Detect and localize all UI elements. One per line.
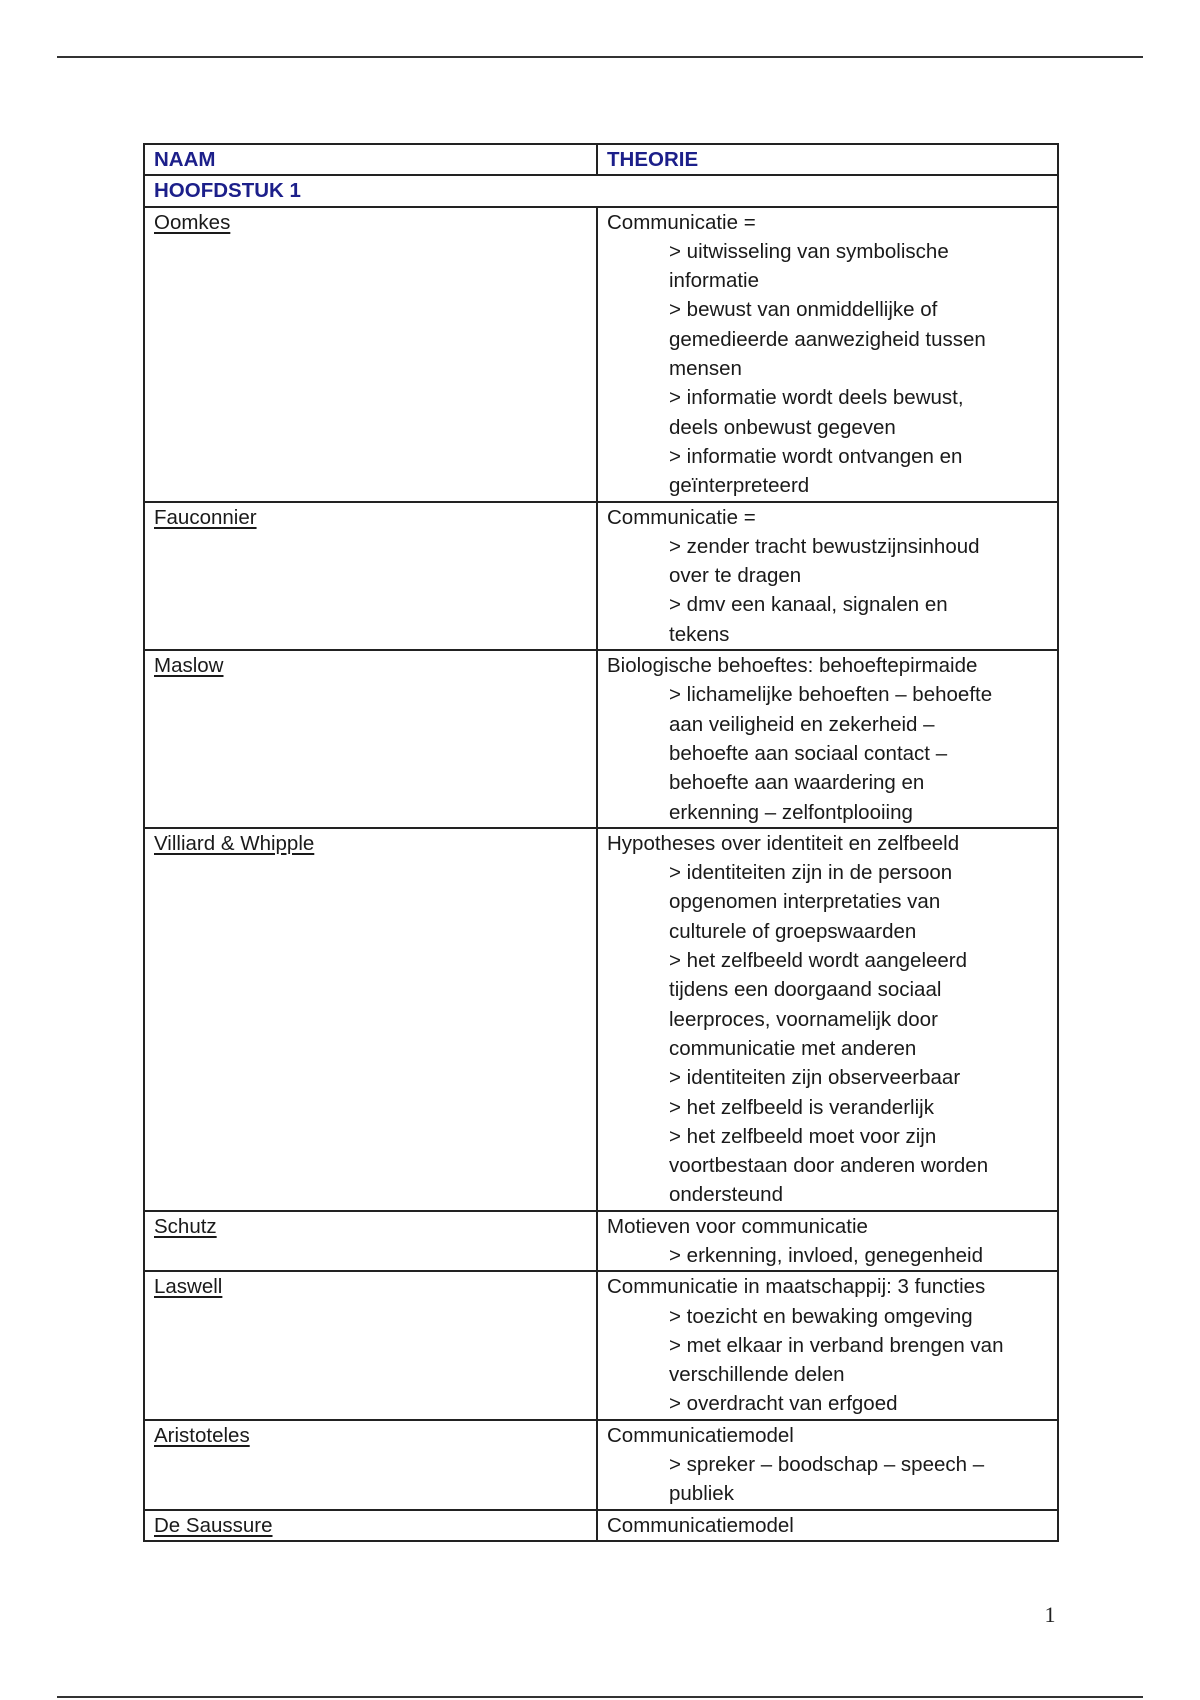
theory-line: leerproces, voornamelijk door [669,1007,938,1031]
theory-intro: Communicatie = [607,505,756,529]
theory-cell [597,502,1058,650]
theory-line: verschillende delen [669,1363,845,1387]
chapter-heading: HOOFDSTUK 1 [144,175,1058,206]
theory-line: > informatie wordt deels bewust, [669,386,964,410]
author-name: Oomkes [154,210,231,234]
theory-table [143,143,1059,1542]
header-row [144,144,1058,175]
theory-intro: Communicatiemodel [607,1513,794,1537]
theory-cell [597,207,1058,502]
table-row [144,207,1058,502]
theory-line: opgenomen interpretaties van [669,890,941,914]
table-row [144,1420,1058,1510]
author-name: Aristoteles [154,1423,250,1447]
theory-intro: Communicatiemodel [607,1423,794,1447]
theory-line: aan veiligheid en zekerheid – [669,712,935,736]
theory-line: erkenning – zelfontplooiing [669,800,913,824]
theory-line: > zender tracht bewustzijnsinhoud [669,534,980,558]
theory-intro: Biologische behoeftes: behoeftepirmaide [607,654,978,678]
theory-cell [597,1271,1058,1419]
theory-line: gemedieerde aanwezigheid tussen [669,327,986,351]
author-name: Laswell [154,1275,223,1299]
theory-line: > lichamelijke behoeften – behoefte [669,683,993,707]
theory-line: culturele of groepswaarden [669,919,917,943]
name-cell [144,1510,597,1541]
table-row [144,1211,1058,1272]
top-rule [57,56,1143,58]
theory-line: tijdens een doorgaand sociaal [669,978,942,1002]
author-name: Fauconnier [154,505,257,529]
name-cell [144,1211,597,1272]
theory-intro: Hypotheses over identiteit en zelfbeeld [607,831,960,855]
theory-intro: Communicatie in maatschappij: 3 functies [607,1275,986,1299]
theory-line: communicatie met anderen [669,1036,917,1060]
theory-line: > identiteiten zijn in de persoon [669,861,953,885]
table-row [144,828,1058,1211]
theory-line: > overdracht van erfgoed [669,1392,898,1416]
author-name: De Saussure [154,1513,273,1537]
chapter-row [144,175,1058,206]
theory-line: > bewust van onmiddellijke of [669,298,938,322]
theory-line: > erkenning, invloed, genegenheid [669,1243,984,1267]
name-cell [144,502,597,650]
name-cell [144,650,597,828]
theory-line: mensen [669,357,742,381]
table-row [144,502,1058,650]
theory-line: > het zelfbeeld wordt aangeleerd [669,949,968,973]
author-name: Schutz [154,1214,217,1238]
theory-intro: Communicatie = [607,210,756,234]
theory-line: > informatie wordt ontvangen en [669,444,963,468]
name-cell [144,1271,597,1419]
bottom-rule [57,1696,1143,1698]
theory-intro: Motieven voor communicatie [607,1214,868,1238]
theory-line: deels onbewust gegeven [669,415,896,439]
theory-line: tekens [669,622,730,646]
theory-line: behoefte aan sociaal contact – [669,741,948,765]
theory-cell [597,1420,1058,1510]
page-number: 1 [1044,1602,1056,1627]
table-row [144,650,1058,828]
name-cell [144,828,597,1211]
theory-line: > het zelfbeeld is veranderlijk [669,1095,934,1119]
theory-cell [597,1211,1058,1272]
name-cell [144,1420,597,1510]
theory-line: > toezicht en bewaking omgeving [669,1304,973,1328]
theory-line: > dmv een kanaal, signalen en [669,593,948,617]
theory-line: > identiteiten zijn observeerbaar [669,1066,961,1090]
name-cell [144,207,597,502]
author-name: Maslow [154,654,224,678]
author-name: Villiard & Whipple [154,831,315,855]
theory-cell [597,1510,1058,1541]
header-name-cell: NAAM [144,144,597,175]
theory-line: geïnterpreteerd [669,474,810,498]
theory-cell [597,650,1058,828]
theory-line: > uitwisseling van symbolische [669,239,949,263]
theory-line: publiek [669,1482,734,1506]
header-theory-cell: THEORIE [597,144,1058,175]
theory-cell [597,828,1058,1211]
theory-line: > het zelfbeeld moet voor zijn [669,1124,937,1148]
theory-line: voortbestaan door anderen worden [669,1154,989,1178]
theory-line: over te dragen [669,564,802,588]
table-row [144,1271,1058,1419]
theory-line: > spreker – boodschap – speech – [669,1453,985,1477]
table-row [144,1510,1058,1541]
theory-line: behoefte aan waardering en [669,771,925,795]
theory-line: informatie [669,269,760,293]
theory-line: ondersteund [669,1183,783,1207]
theory-line: > met elkaar in verband brengen van [669,1333,1004,1357]
